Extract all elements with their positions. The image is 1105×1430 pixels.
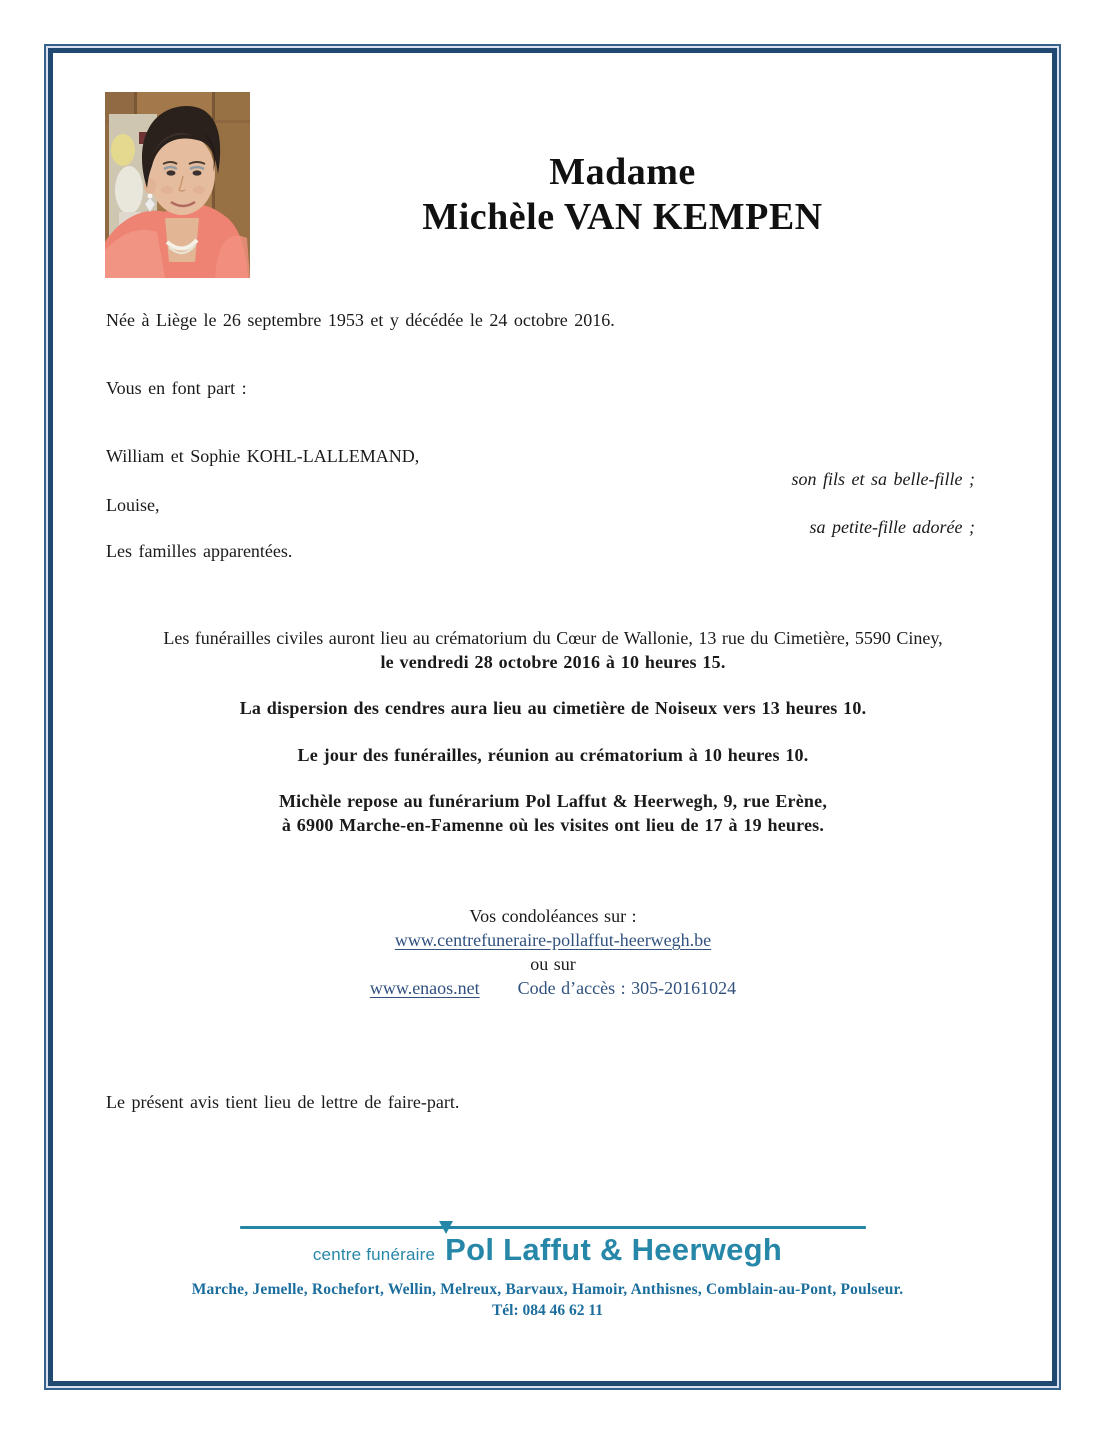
repose-address-line: Michèle repose au funérarium Pol Laffut & Heerwegh, 9, rue Erène, <box>278 791 828 811</box>
title-name: Michèle VAN KEMPEN <box>422 196 823 238</box>
portrait-photo <box>105 92 250 278</box>
title-salutation: Madame <box>549 151 696 193</box>
brand-name: Pol Laffut & Heerwegh <box>445 1232 783 1267</box>
funeral-home-logo <box>105 1232 990 1268</box>
brand-small-text: centre funéraire <box>312 1245 436 1264</box>
funeral-location-line: Les funérailles civiles auront lieu au crématorium du Cœur de Wallonie, 13 rue du Cimetière, 5590 Ciney, <box>163 628 943 648</box>
announcement-line: Vous en font part : <box>106 378 247 398</box>
families-line: Les familles apparentées. <box>106 541 293 561</box>
footer-phone-line: Tél: 084 46 62 11 <box>491 1302 604 1319</box>
enaos-website-link[interactable]: www.enaos.net <box>369 978 480 998</box>
reunion-line: Le jour des funérailles, réunion au crématorium à 10 heures 10. <box>297 745 809 765</box>
footer-divider-line <box>240 1226 866 1229</box>
down-triangle-icon <box>439 1221 453 1234</box>
access-code-text: Code d’accès : 305-20161024 <box>517 978 737 998</box>
condolences-link2-row <box>53 976 1053 1000</box>
son-relation-line: son fils et sa belle-fille ; <box>791 469 975 489</box>
repose-visits-line: à 6900 Marche-en-Famenne où les visites ont lieu de 17 à 19 heures. <box>281 815 825 835</box>
notice-line: Le présent avis tient lieu de lettre de faire-part. <box>106 1092 460 1112</box>
portrait-photo-image <box>105 92 250 278</box>
son-names-line: William et Sophie KOHL-LALLEMAND, <box>106 446 420 466</box>
condolences-link1-row <box>53 928 1053 952</box>
page-title <box>235 150 1010 240</box>
funeral-date-line: le vendredi 28 octobre 2016 à 10 heures 15. <box>380 652 726 672</box>
granddaughter-name-line: Louise, <box>106 495 160 515</box>
condolences-or-line: ou sur <box>530 954 576 974</box>
granddaughter-relation-line: sa petite-fille adorée ; <box>809 517 975 537</box>
birth-death-line: Née à Liège le 26 septembre 1953 et y décédée le 24 octobre 2016. <box>106 310 615 330</box>
footer-cities-line: Marche, Jemelle, Rochefort, Wellin, Melreux, Barvaux, Hamoir, Anthisnes, Comblain-au-Pont, Poulseur. <box>191 1281 904 1298</box>
brand-large-text <box>445 1232 782 1268</box>
condolences-heading: Vos condoléances sur : <box>469 906 637 926</box>
ashes-dispersion-line: La dispersion des cendres aura lieu au cimetière de Noiseux vers 13 heures 10. <box>239 698 867 718</box>
condolences-website-link[interactable]: www.centrefuneraire-pollaffut-heerwegh.be <box>394 930 712 950</box>
